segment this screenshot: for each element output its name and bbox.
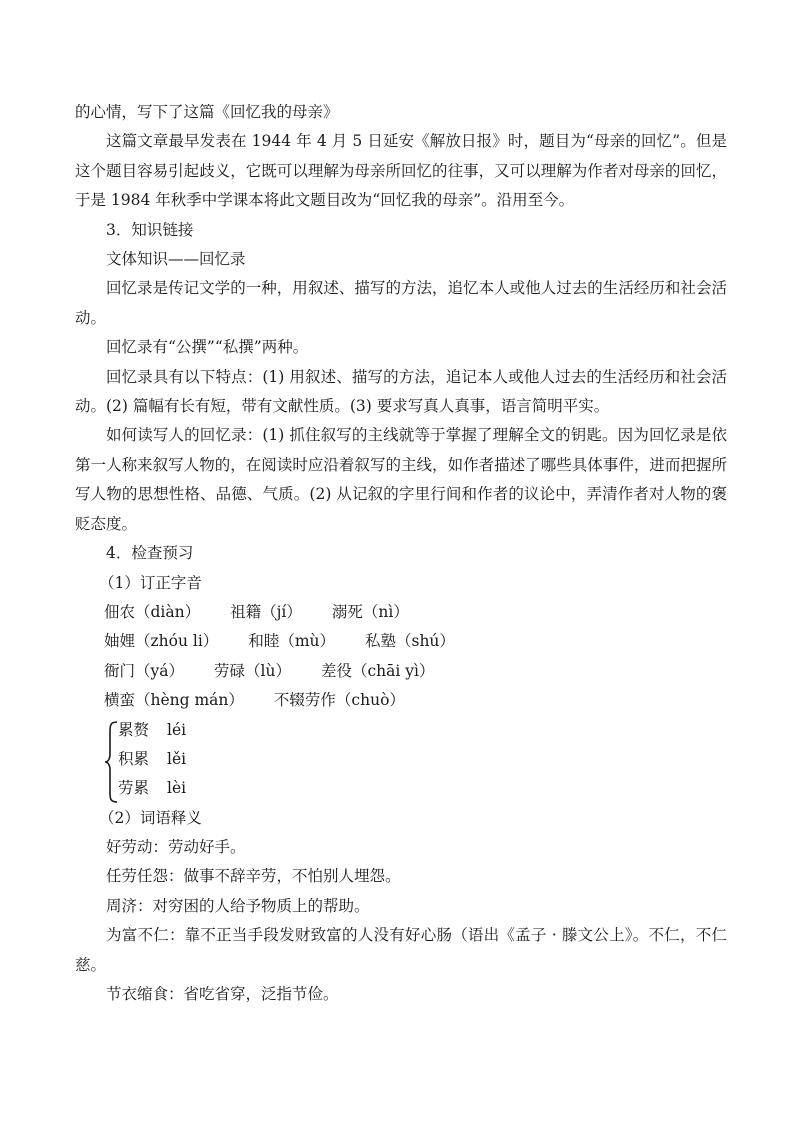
definition-item: 任劳任怨：做事不辞辛劳，不怕别人埋怨。 [106,867,401,886]
pronunciation-item: 差役（chāi yì） [320,661,435,680]
pronunciation-item: 妯娌（zhóu li） [104,632,219,651]
polyphone-item [118,774,727,803]
subheading-genre-knowledge: 文体知识——回忆录 [106,250,246,269]
paragraph-memoir-features: 回忆录具有以下特点：(1) 用叙述、描写的方法，追记本人或他人过去的生活经历和社会活动。(2) 篇幅有长有短，带有文献性质。(3) 要求写真人真事，语言简明平实。 [75,367,727,416]
pronunciation-item: 横蛮（hèng mán） [104,691,244,710]
definition-item: 周济：对穷困的人给予物质上的帮助。 [106,896,370,915]
paragraph-memoir-types: 回忆录有“公撰”“私撰”两种。 [106,338,309,357]
polyphone-group [75,716,727,804]
polyphone-pinyin: lèi [167,779,187,798]
pronunciation-item: 祖籍（jí） [230,602,302,621]
polyphone-pinyin: léi [167,720,187,739]
paragraph-intro-tail: 的心情，写下了这篇《回忆我的母亲》 [75,103,339,121]
paragraph-how-to-read: 如何读写人的回忆录：(1) 抓住叙写的主线就等于掌握了理解全文的钥匙。因为回忆录是依第一人称来叙写人物的，在阅读时应沿着叙写的主线，如作者描述了哪些具体事件，进而把握所写人物的思想性格、品德、气质。(2) 从记叙的字里行间和作者的议论中，弄清作者对人物的褒贬态度。 [75,426,727,533]
pronunciation-item: 和睦（mù） [248,632,335,651]
polyphone-pinyin: lěi [167,749,187,768]
definition-item: 好劳动：劳动好手。 [106,837,246,856]
pronunciation-item: 不辍劳作（chuò） [273,691,405,710]
polyphone-word: 劳累 [118,779,150,798]
section-heading-preview-check: 4．检查预习 [106,544,194,563]
polyphone-item [118,716,727,745]
pronunciation-row [75,627,727,656]
curly-brace-icon [104,720,118,804]
pronunciation-row [75,686,727,715]
subheading-word-meanings: （2）词语释义 [99,808,202,827]
pronunciation-item: 劳碌（lù） [214,661,291,680]
pronunciation-row [75,598,727,627]
document-page [75,98,727,1009]
pronunciation-item: 私塾（shú） [365,632,455,651]
pronunciation-item: 衙门（yá） [104,661,184,680]
pronunciation-item: 溺死（nì） [331,602,409,621]
polyphone-item [118,745,727,774]
pronunciation-item: 佃农（diàn） [104,602,201,621]
polyphone-word: 累赘 [118,720,150,739]
polyphone-word: 积累 [118,749,150,768]
paragraph-memoir-definition: 回忆录是传记文学的一种，用叙述、描写的方法，追忆本人或他人过去的生活经历和社会活动。 [75,279,727,327]
pronunciation-row [75,657,727,686]
section-heading-knowledge-link: 3．知识链接 [106,220,194,239]
subheading-correct-pronunciation: （1）订正字音 [99,573,202,592]
definition-item: 节衣缩食：省吃省穿，泛指节俭。 [106,984,339,1003]
definition-item: 为富不仁：靠不正当手段发财致富的人没有好心肠（语出《孟子 · 滕文公上》。不仁，不仁慈。 [75,926,727,974]
paragraph-publication-history: 这篇文章最早发表在 1944 年 4 月 5 日延安《解放日报》时，题目为“母亲的回忆”。但是这个题目容易引起歧义，它既可以理解为母亲所回忆的往事，又可以理解为作者对母亲的回忆，于是 1984 年秋季中学课本将此文题目改为“回忆我的母亲”。沿用至今。 [75,132,727,210]
